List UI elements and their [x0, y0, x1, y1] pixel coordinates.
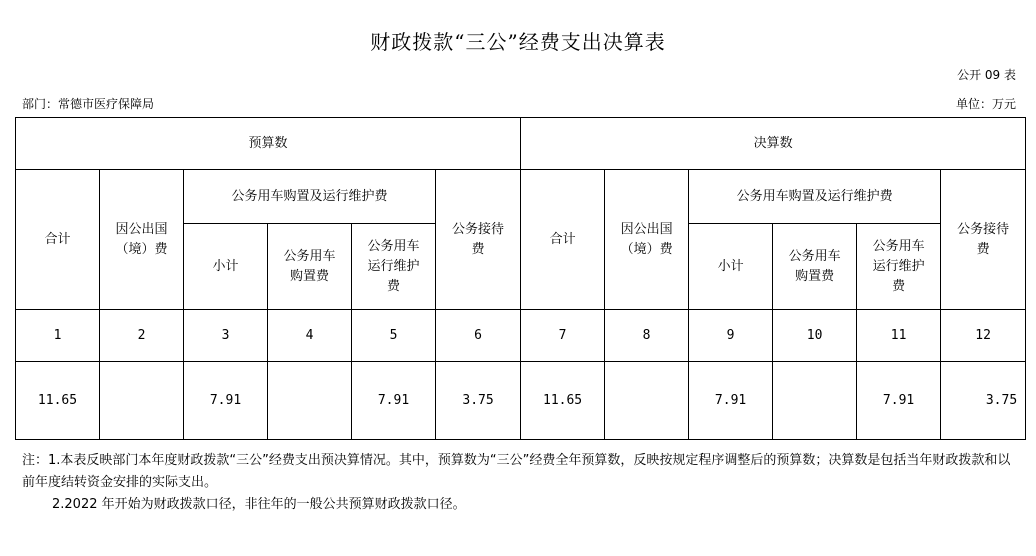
final-abroad-header: 因公出国（境）费 — [605, 170, 689, 310]
budget-vehicle-purchase-value — [268, 362, 352, 440]
budget-abroad-value — [100, 362, 184, 440]
final-total-header: 合计 — [521, 170, 605, 310]
value-row — [16, 362, 1026, 440]
three-public-expense-table — [15, 117, 1026, 440]
column-header-row-1 — [16, 170, 1026, 224]
final-subtotal-header: 小计 — [689, 224, 773, 310]
budget-subtotal-header: 小计 — [184, 224, 268, 310]
notes-section — [22, 450, 1020, 516]
index-cell: 6 — [436, 310, 521, 362]
unit-label: 单位：万元 — [955, 97, 1016, 111]
final-vehicle-operation-header: 公务用车运行维护费 — [857, 224, 941, 310]
budget-vehicle-operation-header: 公务用车运行维护费 — [352, 224, 436, 310]
department-label: 部门：常德市医疗保障局 — [22, 97, 155, 111]
final-subtotal-value: 7.91 — [689, 362, 773, 440]
index-cell: 11 — [857, 310, 941, 362]
index-cell: 1 — [16, 310, 100, 362]
final-reception-value: 3.75 — [941, 362, 1026, 440]
budget-total-header: 合计 — [16, 170, 100, 310]
note-1: 注：1.本表反映部门本年度财政拨款“三公”经费支出预决算情况。其中，预算数为“三公”经费全年预算数，反映按规定程序调整后的预算数；决算数是包括当年财政拨款和以前年度结转资金安排的实际支出。 — [22, 453, 1011, 490]
final-reception-header: 公务接待费 — [941, 170, 1026, 310]
final-vehicle-group-header: 公务用车购置及运行维护费 — [689, 170, 941, 224]
final-total-value: 11.65 — [521, 362, 605, 440]
index-cell: 4 — [268, 310, 352, 362]
final-abroad-value — [605, 362, 689, 440]
final-group-header: 决算数 — [521, 118, 1026, 170]
budget-vehicle-purchase-header: 公务用车购置费 — [268, 224, 352, 310]
index-cell: 9 — [689, 310, 773, 362]
final-vehicle-purchase-header: 公务用车购置费 — [773, 224, 857, 310]
index-cell: 2 — [100, 310, 184, 362]
form-code: 公开 09 表 — [957, 68, 1016, 82]
index-cell: 3 — [184, 310, 268, 362]
budget-reception-header: 公务接待费 — [436, 170, 521, 310]
budget-vehicle-operation-value: 7.91 — [352, 362, 436, 440]
index-cell: 8 — [605, 310, 689, 362]
index-cell: 10 — [773, 310, 857, 362]
budget-vehicle-group-header: 公务用车购置及运行维护费 — [184, 170, 436, 224]
index-cell: 12 — [941, 310, 1026, 362]
budget-reception-value: 3.75 — [436, 362, 521, 440]
index-row — [16, 310, 1026, 362]
note-2: 2.2022 年开始为财政拨款口径，非往年的一般公共预算财政拨款口径。 — [52, 497, 466, 512]
index-cell: 7 — [521, 310, 605, 362]
budget-abroad-header: 因公出国（境）费 — [100, 170, 184, 310]
page-title: 财政拨款“三公”经费支出决算表 — [370, 30, 666, 54]
final-vehicle-operation-value: 7.91 — [857, 362, 941, 440]
group-header-row — [16, 118, 1026, 170]
final-vehicle-purchase-value — [773, 362, 857, 440]
index-cell: 5 — [352, 310, 436, 362]
budget-total-value: 11.65 — [16, 362, 100, 440]
budget-subtotal-value: 7.91 — [184, 362, 268, 440]
budget-group-header: 预算数 — [16, 118, 521, 170]
